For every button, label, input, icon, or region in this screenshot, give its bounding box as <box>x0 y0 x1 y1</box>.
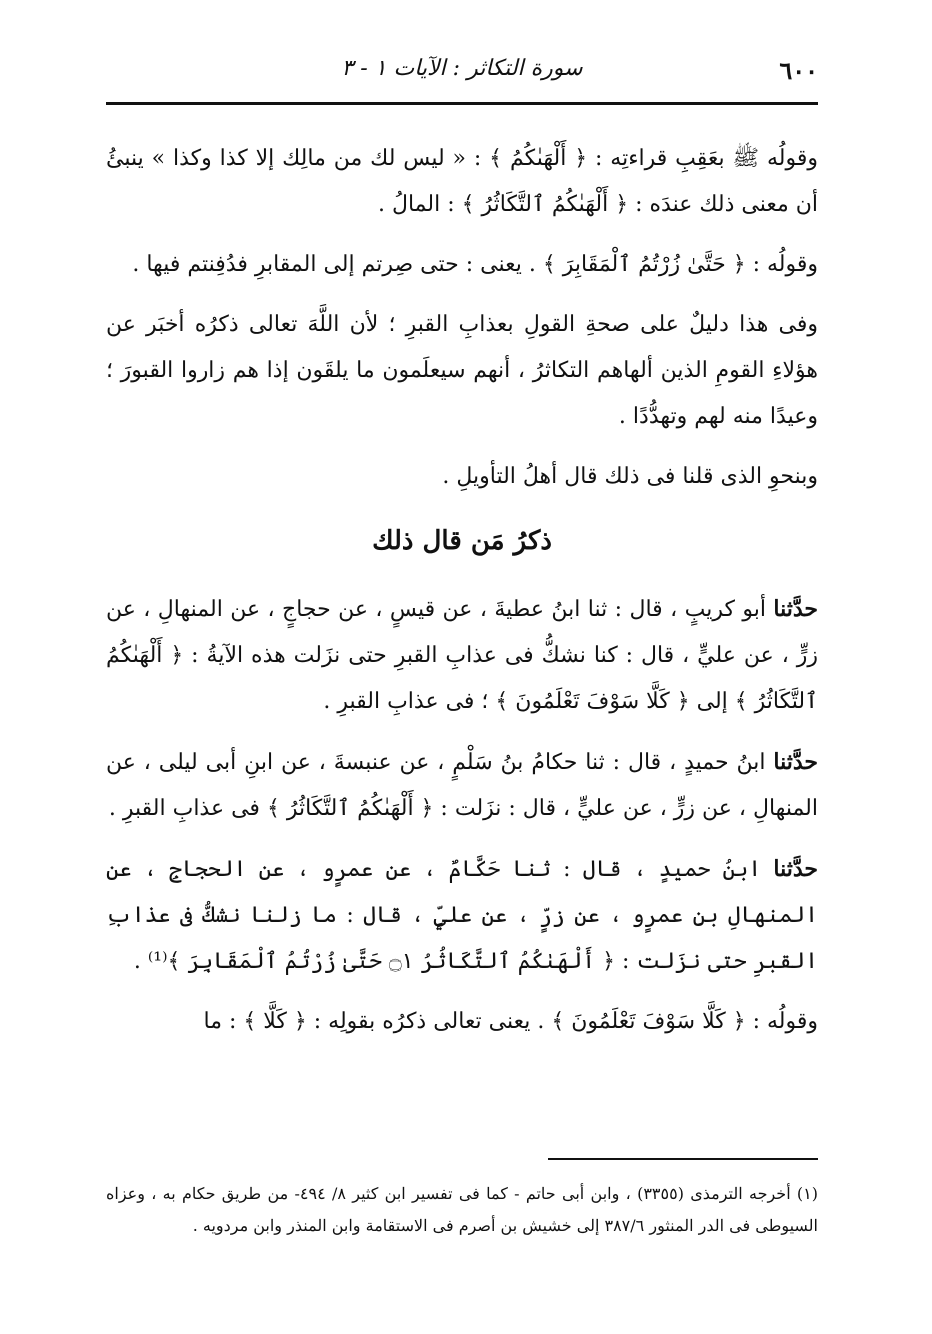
narration-lead: حدَّثنا <box>773 596 818 622</box>
book-page <box>106 48 818 1298</box>
paragraph: وقولُه : ﴿ حَتَّىٰ زُرْتُمُ ٱلْمَقَابِرَ ﴾ . يعنى : حتى صِرتم إلى المقابرِ فدُفِنتم فيها . <box>132 252 818 277</box>
narration-lead: حدَّثنا <box>773 749 818 775</box>
footnote-area <box>106 1158 818 1242</box>
header-title: سورة التكاثر : الآيات ١ - ٣ <box>341 56 583 81</box>
narration-text: ابنُ حميدٍ ، قال : ثنا حَكَّامٌ ، عن عمرٍو ، عن الحجاجِ ، عن المنهالِ بنِ عمرٍو ، عن زرٍّ ، عن عليٍّ ، قال : ما زلنا نشكُّ فى عذابِ القبرِ حتى نزَلت : ﴿ أَلْهَىٰكُمُ ٱلتَّكَاثُرُ ۝١ حَتَّىٰ زُرْتُمُ ٱلْمَقَابِرَ ﴾⁽¹⁾ . <box>106 857 818 974</box>
narration-text: أبو كريبٍ ، قال : ثنا ابنُ عطيةَ ، عن قيسٍ ، عن حجاجٍ ، عن المنهالِ ، عن زرٍّ ، عن عليٍّ ، قال : كنا نشكُّ فى عذابِ القبرِ حتى نزَلت هذه الآيةُ : ﴿ أَلْهَىٰكُمُ ٱلتَّكَاثُرُ ﴾ إلى ﴿ كَلَّا سَوْفَ تَعْلَمُونَ ﴾ ؛ فى عذابِ القبرِ . <box>106 597 818 714</box>
narration <box>106 739 818 832</box>
header-rule <box>106 102 818 105</box>
paragraph: وفى هذا دليلٌ على صحةِ القولِ بعذابِ القبرِ ؛ لأن اللَّهَ تعالى ذكرُه أخبَر عن هؤلاءِ القومِ الذين ألهاهم التكاثرُ ، أنهم سيعلَمون ما يلقَون إذا هم زاروا القبورَ ؛ وعيدًا منه لهم وتهدُّدًا . <box>106 312 818 429</box>
narration <box>106 586 818 725</box>
section-title: ذكرُ مَن قال ذلك <box>372 526 552 556</box>
running-header <box>106 56 818 96</box>
narration <box>106 846 818 985</box>
footnote: (١) أخرجه الترمذى (٣٣٥٥) ، وابن أبى حاتم - كما فى تفسير ابن كثير ٨/ ٤٩٤- من طريق حكام به ، وعزاه السيوطى فى الدر المنثور ٣٨٧/٦ إلى خشيش بن أصرم فى الاستقامة وابن المنذر وابن مردويه . <box>106 1184 819 1235</box>
page-number: ٦٠٠ <box>779 56 818 85</box>
footnote-rule <box>548 1158 818 1160</box>
body-text <box>106 136 818 1059</box>
paragraph: وبنحوِ الذى قلنا فى ذلك قال أهلُ التأويلِ . <box>442 464 818 489</box>
narration-lead: حدَّثنا <box>773 856 818 882</box>
closing-paragraph: وقولُه : ﴿ كَلَّا سَوْفَ تَعْلَمُونَ ﴾ . يعنى تعالى ذكرُه بقولِه : ﴿ كَلَّا ﴾ : ما <box>203 1009 818 1034</box>
paragraph: وقولُه ﷺ بعَقِبِ قراءتِه : ﴿ أَلْهَىٰكُمُ ﴾ : « ليس لك من مالِك إلا كذا وكذا » ينبئُ أن معنى ذلك عندَه : ﴿ أَلْهَىٰكُمُ ٱلتَّكَاثُرُ ﴾ : المالُ . <box>106 146 818 217</box>
narration-text: ابنُ حميدٍ ، قال : ثنا حكامُ بنُ سَلْمٍ ، عن عنبسةَ ، عن ابنِ أبى ليلى ، عن المنهالِ ، عن زرٍّ ، عن عليٍّ ، قال : نزَلت : ﴿ أَلْهَىٰكُمُ ٱلتَّكَاثُرُ ﴾ فى عذابِ القبرِ . <box>106 750 818 821</box>
